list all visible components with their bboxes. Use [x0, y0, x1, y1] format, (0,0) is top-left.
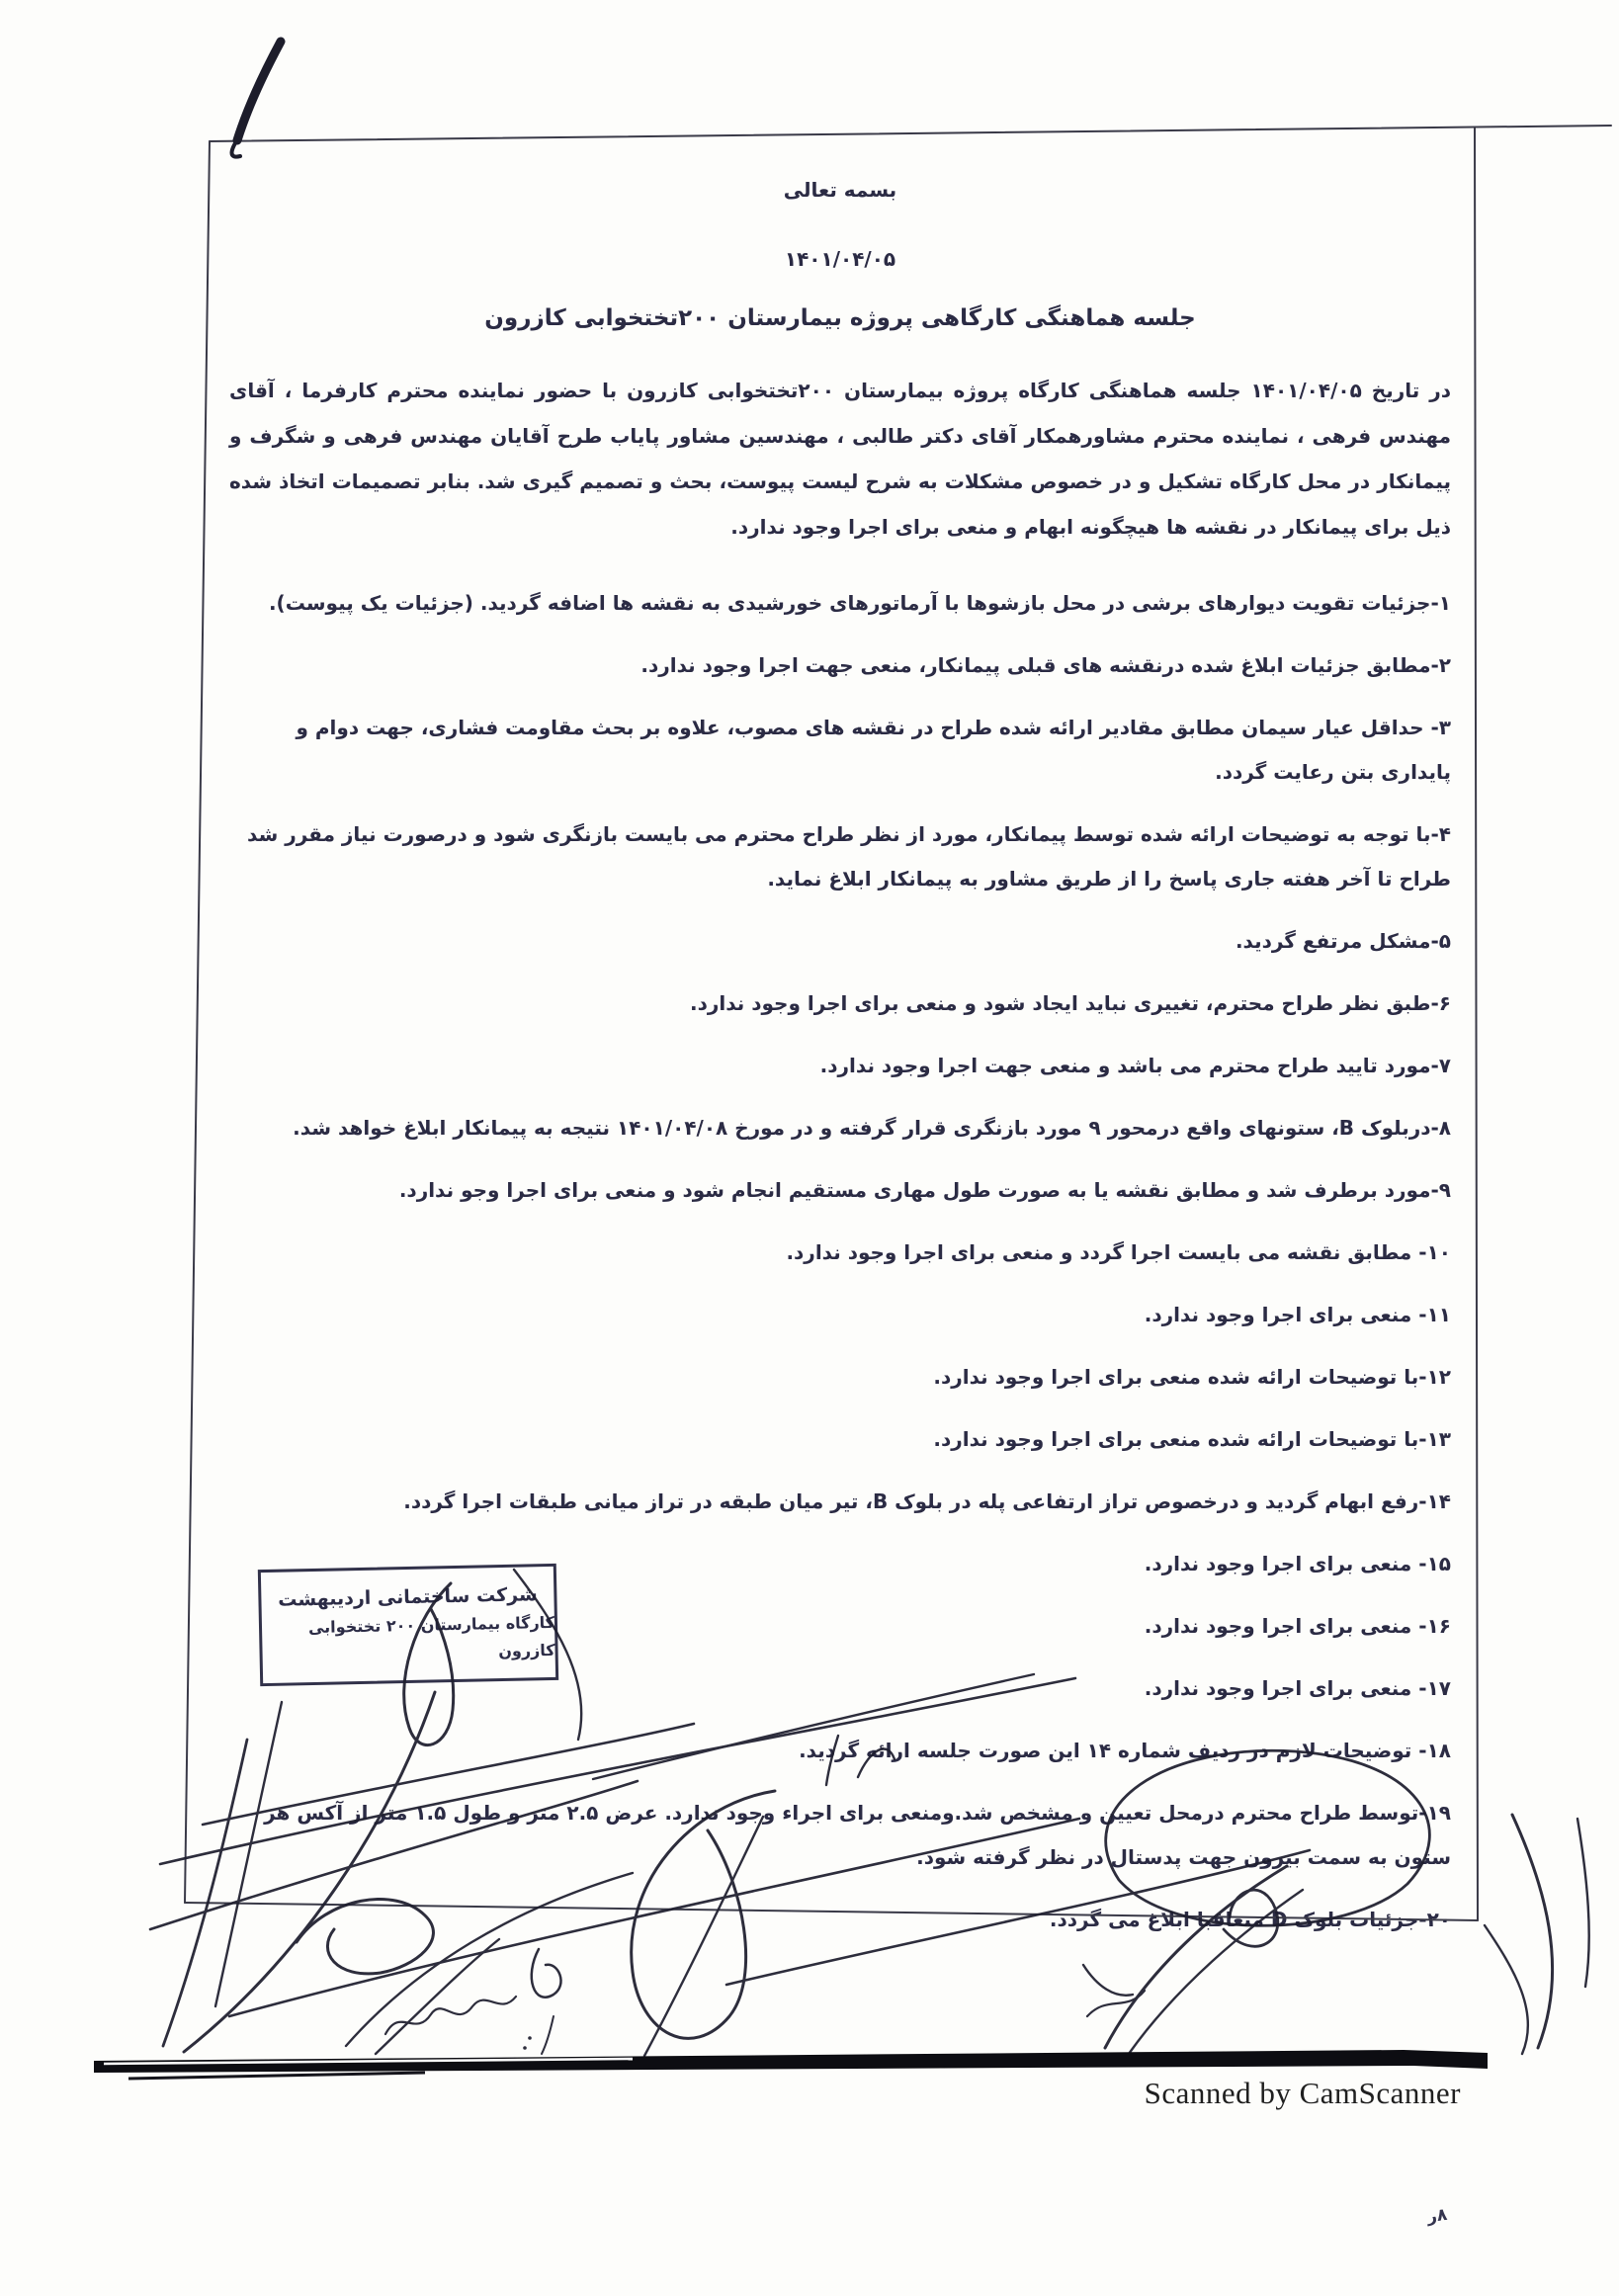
minute-item: ۲-مطابق جزئیات ابلاغ شده درنقشه های قبلی پیمانکار، منعی جهت اجرا وجود ندارد.: [640, 653, 1451, 677]
minute-item: ۱۶- منعی برای اجرا وجود ندارد.: [1144, 1614, 1451, 1638]
minutes-list: [229, 581, 1451, 1942]
intro-paragraph: در تاریخ ۱۴۰۱/۰۴/۰۵ جلسه هماهنگی کارگاه پروژه بیمارستان ۲۰۰تختخوابی کازرون با حضور نماینده محترم کارفرما ، آقای مهندس فرهی ، نماینده محترم مشاورهمکار آقای دکتر طالبی ، مهندسین مشاور پایاب طرح آقایان مهندس فرهی و شگرف و پیمانکار در محل کارگاه تشکیل و در خصوص مشکلات به شرح لیست پیوست، بحث و تصمیم گیری شد. بنابر تصمیمات اتخاذ شده ذیل برای پیمانکار در نقشه ها هیچگونه ابهام و منعی برای اجرا وجود ندارد.: [229, 379, 1452, 539]
stamp-company-name: شرکت ساختمانی اردیبهشت: [277, 1583, 538, 1611]
minute-item: ۱۸- توضیحات لازم در ردیف شماره ۱۴ این صورت جلسه ارائه گردید.: [799, 1739, 1451, 1762]
minute-item: ۱۹-توسط طراح محترم درمحل تعیین و مشخص شد.ومنعی برای اجراء وجود ندارد. عرض ۲.۵ متر و طول ۱.۵ متر از آکس هر ستون به سمت بیرون جهت پدستال در نظر گرفته شود.: [264, 1801, 1451, 1869]
minute-item: ۵-مشکل مرتفع گردید.: [1235, 929, 1451, 953]
company-stamp: [258, 1564, 558, 1686]
minute-item: ۱۷- منعی برای اجرا وجود ندارد.: [1144, 1676, 1451, 1700]
scanner-credit: Scanned by CamScanner: [1144, 2076, 1461, 2110]
minute-item: ۲۰-جزئیات بلوک D متعاقبا ابلاغ می گردد.: [1049, 1908, 1451, 1931]
minute-item: ۴-با توجه به توضیحات ارائه شده توسط پیمانکار، مورد از نظر طراح محترم می بایست بازنگری شود و درصورت نیاز مقرر شد طراح تا آخر هفته جاری پاسخ را از طریق مشاور به پیمانکار ابلاغ نماید.: [247, 822, 1451, 891]
stamp-site-name: کارگاه بیمارستان ۲۰۰ تختخوابی کازرون: [307, 1612, 555, 1661]
meeting-date: ۱۴۰۱/۰۴/۰۵: [784, 247, 896, 271]
minute-item: ۱۴-رفع ابهام گردید و درخصوص تراز ارتفاعی پله در بلوک B، تیر میان طبقه در تراز میانی طبقات اجرا گردد.: [403, 1489, 1451, 1513]
minute-item: ۹-مورد برطرف شد و مطابق نقشه یا به صورت طول مهاری مستقیم انجام شود و منعی برای اجرا وجو ندارد.: [398, 1178, 1451, 1202]
page-title: جلسه هماهنگی کارگاهی پروژه بیمارستان ۲۰۰تختخوابی کازرون: [484, 305, 1196, 331]
minute-item: ۱۵- منعی برای اجرا وجود ندارد.: [1144, 1552, 1451, 1575]
scan-artifact-bar: [94, 2050, 1488, 2079]
minute-item: ۱۱- منعی برای اجرا وجود ندارد.: [1144, 1303, 1451, 1326]
minute-item: ۷-مورد تایید طراح محترم می باشد و منعی جهت اجرا وجود ندارد.: [819, 1054, 1451, 1077]
minute-item: ۸-دربلوک B، ستونهای واقع درمحور ۹ مورد بازنگری قرار گرفته و در مورخ ۱۴۰۱/۰۴/۰۸ نتیجه به پیمانکار ابلاغ خواهد شد.: [293, 1116, 1451, 1140]
minute-item: ۳- حداقل عیار سیمان مطابق مقادیر ارائه شده طراح در نقشه های مصوب، علاوه بر بحث مقاومت فشاری، جهت دوام و پایداری بتن رعایت گردد.: [296, 716, 1451, 784]
minute-item: ۱۳-با توضیحات ارائه شده منعی برای اجرا وجود ندارد.: [933, 1427, 1451, 1451]
minute-item: ۱-جزئیات تقویت دیوارهای برشی در محل بازشوها با آرماتورهای خورشیدی به نقشه ها اضافه گردید. (جزئیات یک پیوست).: [268, 591, 1451, 615]
minute-item: ۱۲-با توضیحات ارائه شده منعی برای اجرا وجود ندارد.: [933, 1365, 1451, 1389]
minute-item: ۱۰- مطابق نقشه می بایست اجرا گردد و منعی برای اجرا وجود ندارد.: [786, 1240, 1451, 1264]
minute-item: ۶-طبق نظر طراح محترم، تغییری نباید ایجاد شود و منعی برای اجرا وجود ندارد.: [689, 991, 1451, 1015]
bismillah-header: بسمه تعالی: [783, 178, 897, 202]
corner-handwritten-mark: ۸ر: [1425, 2204, 1449, 2228]
